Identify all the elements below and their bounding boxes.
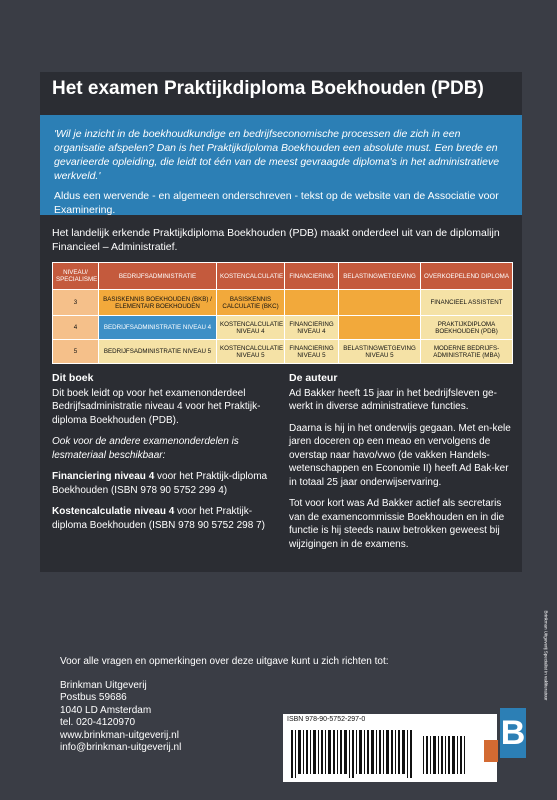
email-link[interactable]: info@brinkman-uitgeverij.nl xyxy=(60,742,182,753)
financiering-detail: voor het Praktijk-diploma Boekhouden (ISBN 978 90 5752 299 4) xyxy=(52,471,268,496)
website-link[interactable]: www.brinkman-uitgeverij.nl xyxy=(60,729,179,741)
table-row xyxy=(53,290,513,316)
barcode xyxy=(283,726,497,782)
table-cell xyxy=(339,316,421,340)
table-header: BELASTINGWETGEVING xyxy=(339,263,421,290)
publisher-name: Brinkman Uitgeverij xyxy=(60,679,147,691)
phone: tel. 020-4120970 xyxy=(60,717,136,728)
contact-intro: Voor alle vragen en opmerkingen over deze uitgave kunt u zich richten tot: xyxy=(60,656,389,667)
other-materials-note: Ook voor de andere examenonderdelen is lesmateriaal beschikbaar: xyxy=(52,436,239,461)
table-cell: BELASTINGWETGEVING NIVEAU 5 xyxy=(339,340,421,364)
table-header: KOSTENCALCULATIE xyxy=(217,263,285,290)
table-cell xyxy=(285,290,339,316)
intro-box xyxy=(40,115,522,215)
table-cell: MODERNE BEDRIJFS-ADMINISTRATIE (MBA) xyxy=(421,340,513,364)
table-cell: FINANCIEEL ASSISTENT xyxy=(421,290,513,316)
table-cell: 5 xyxy=(53,340,99,364)
table-cell: PRAKTIJKDIPLOMA BOEKHOUDEN (PDB) xyxy=(421,316,513,340)
table-cell: FINANCIERING NIVEAU 4 xyxy=(285,316,339,340)
table-cell: 4 xyxy=(53,316,99,340)
table-cell: FINANCIERING NIVEAU 5 xyxy=(285,340,339,364)
book-column xyxy=(52,372,274,540)
publisher-logo-accent xyxy=(484,740,498,762)
financiering-title: Financiering niveau 4 xyxy=(52,471,155,482)
author-paragraph: Ad Bakker heeft 15 jaar in het bedrijfsleven ge-werkt in diverse administratieve functies. xyxy=(289,387,497,412)
table-cell: BASISKENNIS CALCULATIE (BKC) xyxy=(217,290,285,316)
table-header: OVERKOEPELEND DIPLOMA xyxy=(421,263,513,290)
page-title: Het examen Praktijkdiploma Boekhouden (PDB) xyxy=(52,78,484,99)
diploma-table xyxy=(52,262,513,364)
publisher-logo: B xyxy=(500,708,526,758)
spine-text: Brinkman Uitgeverij Specialist in vakliteratuur xyxy=(543,610,549,701)
table-row xyxy=(53,316,513,340)
table-cell: 3 xyxy=(53,290,99,316)
table-row xyxy=(53,340,513,364)
kostencalculatie-detail: voor het Praktijk-diploma Boekhouden (ISBN 978 90 5752 298 7) xyxy=(52,506,265,531)
table-cell xyxy=(339,290,421,316)
intro-source: Aldus een wervende - en algemeen onderschreven - tekst op de website van de Associatie voor Examinering. xyxy=(54,190,499,216)
table-cell: BASISKENNIS BOEKHOUDEN (BKB) / ELEMENTAIR BOEKHOUDEN xyxy=(99,290,217,316)
city: 1040 LD Amsterdam xyxy=(60,704,152,716)
table-header-row xyxy=(53,263,513,290)
book-heading: Dit boek xyxy=(52,372,94,384)
financiering-entry xyxy=(52,470,274,497)
lead-paragraph: Het landelijk erkende Praktijkdiploma Boekhouden (PDB) maakt onderdeel uit van de diplomalijn Financieel – Administratief. xyxy=(52,227,500,253)
author-paragraph: Tot voor kort was Ad Bakker actief als secretaris van de examencommissie Boekhouden en in die functie is hij steeds nauw betrokken geweest bij wijzigingen in de examens. xyxy=(289,498,505,550)
author-heading: De auteur xyxy=(289,372,338,384)
author-paragraph: Daarna is hij in het onderwijs gegaan. Met en-kele jaren doceren op een meao en vervolgens de overstap naar havo/vwo (de vakken Handels-wetenschappen en Economie II) heeft Ad Bak-ker in totaal 25 jaar onderwijservaring. xyxy=(289,422,511,488)
table-cell: KOSTENCALCULATIE NIVEAU 4 xyxy=(217,316,285,340)
kostencalculatie-title: Kostencalculatie niveau 4 xyxy=(52,506,175,517)
table-cell: BEDRIJFSADMINISTRATIE NIVEAU 5 xyxy=(99,340,217,364)
postbus: Postbus 59686 xyxy=(60,692,127,703)
table-header: NIVEAU/ SPECIALISME xyxy=(53,263,99,290)
spine-strip xyxy=(540,612,552,742)
isbn-label: ISBN 978-90-5752-297-0 xyxy=(283,714,497,726)
table-cell: KOSTENCALCULATIE NIVEAU 5 xyxy=(217,340,285,364)
barcode-bars xyxy=(291,730,465,778)
table-header: FINANCIERING xyxy=(285,263,339,290)
author-column xyxy=(289,372,511,559)
table-cell: BEDRIJFSADMINISTRATIE NIVEAU 4 xyxy=(99,316,217,340)
table-header: BEDRIJFSADMINISTRATIE xyxy=(99,263,217,290)
kostencalculatie-entry xyxy=(52,505,274,532)
intro-quote: 'Wil je inzicht in de boekhoudkundige en bedrijfseconomische processen die zich in een organisatie afspelen? Dan is het Praktijkdiploma Boekhouden een absolute must. Een brede en gevarieerde opleiding, die leidt tot één van de meest gevraagde diploma's in het administratieve werkveld.' xyxy=(54,128,500,182)
book-description: Dit boek leidt op voor het examenonderdeel Bedrijfsadministratie niveau 4 voor het Praktijk-diploma Boekhouden (PDB). xyxy=(52,387,261,426)
